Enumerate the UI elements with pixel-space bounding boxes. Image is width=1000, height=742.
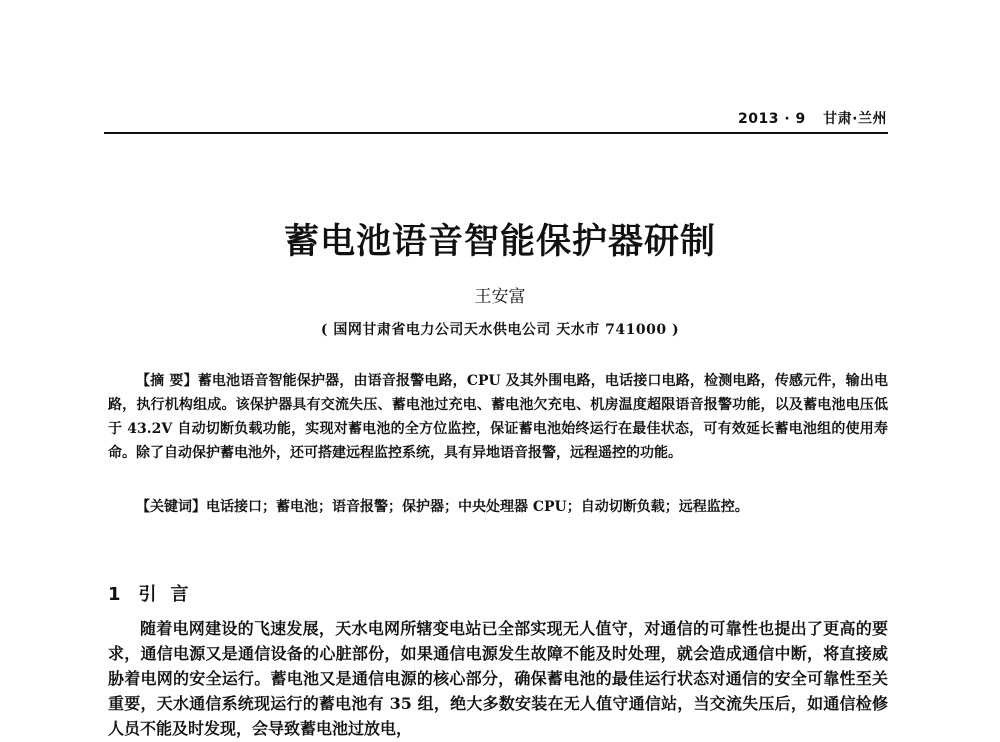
keywords-label: 【关键词】 bbox=[136, 499, 206, 515]
body-paragraph: 随着电网建设的飞速发展，天水电网所辖变电站已全部实现无人值守，对通信的可靠性也提出了更高的要求，通信电源又是通信设备的心脏部份，如果通信电源发生故障不能及时处理，就会造成通信中断，将直接威胁着电网的安全运行。蓄电池又是通信电源的核心部分，确保蓄电池的最佳运行状态对通信的安全可靠性至关重要，天水通信系统现运行的蓄电池有 35 组，绝大多数安装在无人值守通信站，当交流失压后，如通信检修人员不能及时发现，会导致蓄电池过放电， bbox=[108, 619, 888, 738]
header-location: 甘肃·兰州 bbox=[823, 111, 887, 127]
keywords bbox=[108, 495, 888, 519]
author-affiliation: ( 国网甘肃省电力公司天水供电公司 天水市 741000 ) bbox=[320, 322, 680, 338]
abstract-text: 蓄电池语音智能保护器，由语音报警电路，CPU 及其外围电路，电话接口电路，检测电路，传感元件，输出电路，执行机构组成。该保护器具有交流失压、蓄电池过充电、蓄电池欠充电、机房温度超限语音报警功能，以及蓄电池电压低于 43.2V 自动切断负载功能，实现对蓄电池的全方位监控，保证蓄电池始终运行在最佳状态，可有效延长蓄电池组的使用寿命。除了自动保护蓄电池外，还可搭建远程监控系统，具有异地语音报警，远程遥控的功能。 bbox=[108, 373, 888, 461]
header-rule bbox=[104, 132, 888, 134]
abstract bbox=[108, 369, 888, 465]
section-heading bbox=[108, 580, 203, 606]
keywords-text: 电话接口；蓄电池；语音报警；保护器；中央处理器 CPU；自动切断负载；远程监控。 bbox=[206, 499, 749, 515]
abstract-label: 【摘 要】 bbox=[136, 373, 198, 389]
header-issue: 2013 · 9 bbox=[738, 111, 806, 127]
author-name: 王安富 bbox=[474, 287, 526, 307]
section-title: 引言 bbox=[138, 584, 203, 605]
running-header bbox=[0, 108, 887, 128]
section-number: 1 bbox=[108, 584, 121, 605]
paper-title: 蓄电池语音智能保护器研制 bbox=[283, 221, 716, 262]
